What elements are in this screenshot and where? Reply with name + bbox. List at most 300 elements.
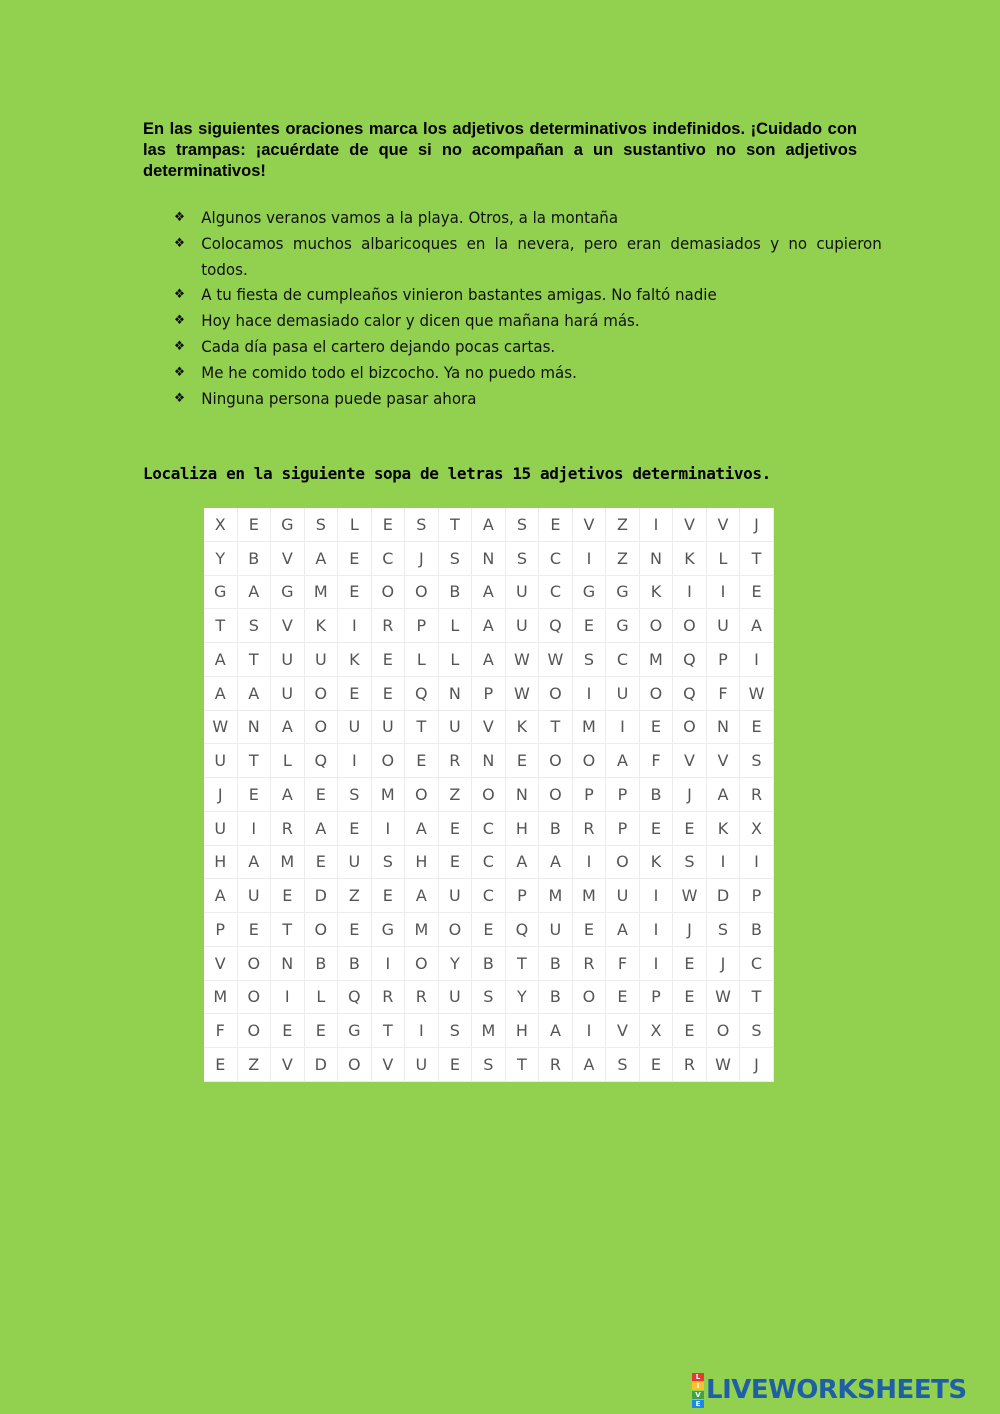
grid-letter[interactable]: P <box>707 643 741 677</box>
grid-letter[interactable]: T <box>740 542 774 576</box>
grid-letter[interactable]: S <box>606 1048 640 1082</box>
grid-letter[interactable]: O <box>539 778 573 812</box>
grid-letter[interactable]: P <box>573 778 607 812</box>
grid-letter[interactable]: E <box>238 778 272 812</box>
grid-letter[interactable]: A <box>238 576 272 610</box>
grid-letter[interactable]: V <box>673 508 707 542</box>
grid-letter[interactable]: V <box>707 744 741 778</box>
grid-letter[interactable]: S <box>472 1048 506 1082</box>
grid-letter[interactable]: A <box>740 609 774 643</box>
grid-letter[interactable]: K <box>640 846 674 880</box>
grid-letter[interactable]: D <box>707 879 741 913</box>
grid-letter[interactable]: B <box>238 542 272 576</box>
grid-letter[interactable]: Z <box>238 1048 272 1082</box>
grid-letter[interactable]: V <box>271 542 305 576</box>
grid-letter[interactable]: E <box>673 1014 707 1048</box>
grid-letter[interactable]: T <box>204 609 238 643</box>
grid-letter[interactable]: A <box>539 1014 573 1048</box>
grid-letter[interactable]: M <box>640 643 674 677</box>
grid-letter[interactable]: O <box>439 913 473 947</box>
grid-letter[interactable]: U <box>439 711 473 745</box>
grid-letter[interactable]: T <box>740 981 774 1015</box>
grid-letter[interactable]: M <box>271 846 305 880</box>
grid-letter[interactable]: C <box>539 542 573 576</box>
grid-letter[interactable]: C <box>472 879 506 913</box>
grid-letter[interactable]: U <box>204 812 238 846</box>
grid-letter[interactable]: U <box>439 981 473 1015</box>
grid-letter[interactable]: A <box>707 778 741 812</box>
sentence-item[interactable] <box>174 386 882 412</box>
grid-letter[interactable]: R <box>539 1048 573 1082</box>
grid-letter[interactable]: A <box>539 846 573 880</box>
grid-letter[interactable]: A <box>271 778 305 812</box>
grid-letter[interactable]: H <box>204 846 238 880</box>
grid-letter[interactable]: K <box>673 542 707 576</box>
grid-letter[interactable]: S <box>472 981 506 1015</box>
grid-letter[interactable]: A <box>472 609 506 643</box>
grid-letter[interactable]: Q <box>405 677 439 711</box>
grid-letter[interactable]: G <box>372 913 406 947</box>
grid-letter[interactable]: I <box>271 981 305 1015</box>
grid-letter[interactable]: E <box>673 812 707 846</box>
grid-letter[interactable]: E <box>606 981 640 1015</box>
grid-letter[interactable]: K <box>506 711 540 745</box>
liveworksheets-logo <box>692 1374 967 1406</box>
grid-letter[interactable]: C <box>472 812 506 846</box>
grid-letter[interactable]: S <box>740 1014 774 1048</box>
grid-letter[interactable]: A <box>472 576 506 610</box>
grid-letter[interactable]: A <box>606 913 640 947</box>
grid-letter[interactable]: P <box>640 981 674 1015</box>
grid-letter[interactable]: S <box>238 609 272 643</box>
grid-letter[interactable]: J <box>740 1048 774 1082</box>
grid-letter[interactable]: E <box>338 576 372 610</box>
grid-letter[interactable]: O <box>405 576 439 610</box>
grid-letter[interactable]: T <box>506 947 540 981</box>
grid-letter[interactable]: V <box>573 508 607 542</box>
grid-letter[interactable]: A <box>204 879 238 913</box>
grid-letter[interactable]: B <box>338 947 372 981</box>
grid-letter[interactable]: O <box>606 846 640 880</box>
grid-letter[interactable]: Z <box>606 508 640 542</box>
grid-letter[interactable]: E <box>372 643 406 677</box>
grid-letter[interactable]: N <box>707 711 741 745</box>
grid-letter[interactable]: U <box>271 677 305 711</box>
grid-letter[interactable]: L <box>405 643 439 677</box>
grid-letter[interactable]: G <box>573 576 607 610</box>
grid-letter[interactable]: I <box>573 542 607 576</box>
grid-letter[interactable]: B <box>740 913 774 947</box>
sentence-item[interactable] <box>174 334 882 360</box>
grid-letter[interactable]: I <box>640 508 674 542</box>
grid-letter[interactable]: U <box>707 609 741 643</box>
grid-letter[interactable]: I <box>640 947 674 981</box>
grid-letter[interactable]: M <box>472 1014 506 1048</box>
grid-letter[interactable]: E <box>338 677 372 711</box>
grid-letter[interactable]: I <box>740 643 774 677</box>
grid-letter[interactable]: I <box>338 744 372 778</box>
grid-letter[interactable]: O <box>573 981 607 1015</box>
grid-letter[interactable]: Q <box>539 609 573 643</box>
diamond-bullet-icon: ❖ <box>174 287 185 303</box>
grid-letter[interactable]: T <box>238 643 272 677</box>
grid-letter[interactable]: I <box>372 947 406 981</box>
sentence-item[interactable] <box>174 360 882 386</box>
grid-letter[interactable]: S <box>405 508 439 542</box>
grid-letter[interactable]: J <box>740 508 774 542</box>
grid-letter[interactable]: N <box>640 542 674 576</box>
grid-letter[interactable]: A <box>506 846 540 880</box>
grid-letter[interactable]: L <box>305 981 339 1015</box>
grid-letter[interactable]: W <box>506 677 540 711</box>
grid-letter[interactable]: A <box>573 1048 607 1082</box>
grid-letter[interactable]: E <box>539 508 573 542</box>
grid-letter[interactable]: Q <box>305 744 339 778</box>
grid-letter[interactable]: O <box>472 778 506 812</box>
grid-letter[interactable]: O <box>305 913 339 947</box>
grid-letter[interactable]: X <box>640 1014 674 1048</box>
sentence-text: Algunos veranos vamos a la playa. Otros, a la montaña <box>201 208 619 227</box>
sentence-text: Hoy hace demasiado calor y dicen que mañana hará más. <box>201 311 640 331</box>
grid-letter[interactable]: G <box>204 576 238 610</box>
grid-letter[interactable]: F <box>204 1014 238 1048</box>
sentence-item[interactable] <box>174 205 882 231</box>
grid-letter[interactable]: I <box>338 609 372 643</box>
grid-letter[interactable]: K <box>305 609 339 643</box>
grid-letter[interactable]: T <box>539 711 573 745</box>
grid-letter[interactable]: E <box>204 1048 238 1082</box>
grid-letter[interactable]: E <box>640 1048 674 1082</box>
grid-letter[interactable]: W <box>673 879 707 913</box>
grid-letter[interactable]: B <box>539 947 573 981</box>
grid-letter[interactable]: H <box>506 812 540 846</box>
grid-letter[interactable]: D <box>305 879 339 913</box>
grid-letter[interactable]: E <box>640 812 674 846</box>
grid-letter[interactable]: T <box>271 913 305 947</box>
grid-letter[interactable]: V <box>472 711 506 745</box>
grid-letter[interactable]: E <box>305 1014 339 1048</box>
grid-letter[interactable]: F <box>640 744 674 778</box>
grid-letter[interactable]: I <box>707 846 741 880</box>
grid-letter[interactable]: Q <box>506 913 540 947</box>
grid-letter[interactable]: S <box>707 913 741 947</box>
grid-letter[interactable]: W <box>707 981 741 1015</box>
grid-letter[interactable]: E <box>405 744 439 778</box>
grid-letter[interactable]: Q <box>673 643 707 677</box>
grid-letter[interactable]: U <box>204 744 238 778</box>
grid-letter[interactable]: U <box>338 711 372 745</box>
grid-letter[interactable]: M <box>539 879 573 913</box>
grid-letter[interactable]: I <box>640 913 674 947</box>
grid-letter[interactable]: E <box>573 609 607 643</box>
grid-letter[interactable]: L <box>439 609 473 643</box>
grid-letter[interactable]: I <box>673 576 707 610</box>
grid-letter[interactable]: Z <box>606 542 640 576</box>
grid-letter[interactable]: U <box>506 576 540 610</box>
grid-letter[interactable]: B <box>305 947 339 981</box>
grid-letter[interactable]: D <box>305 1048 339 1082</box>
grid-letter[interactable]: C <box>740 947 774 981</box>
grid-letter[interactable]: N <box>439 677 473 711</box>
grid-letter[interactable]: B <box>472 947 506 981</box>
grid-letter[interactable]: O <box>673 711 707 745</box>
grid-letter[interactable]: O <box>372 576 406 610</box>
grid-letter[interactable]: O <box>573 744 607 778</box>
grid-letter[interactable]: T <box>506 1048 540 1082</box>
grid-letter[interactable]: A <box>606 744 640 778</box>
grid-letter[interactable]: S <box>506 508 540 542</box>
grid-letter[interactable]: S <box>338 778 372 812</box>
sentence-item[interactable] <box>174 231 882 283</box>
grid-letter[interactable]: O <box>372 744 406 778</box>
grid-letter[interactable]: E <box>271 1014 305 1048</box>
grid-letter[interactable]: V <box>606 1014 640 1048</box>
grid-letter[interactable]: R <box>573 947 607 981</box>
grid-letter[interactable]: E <box>439 846 473 880</box>
grid-letter[interactable]: V <box>372 1048 406 1082</box>
grid-letter[interactable]: R <box>673 1048 707 1082</box>
grid-letter[interactable]: E <box>372 879 406 913</box>
grid-letter[interactable]: M <box>372 778 406 812</box>
sentence-item[interactable] <box>174 308 882 334</box>
grid-letter[interactable]: J <box>707 947 741 981</box>
grid-letter[interactable]: T <box>238 744 272 778</box>
grid-letter[interactable]: I <box>573 846 607 880</box>
grid-letter[interactable]: J <box>204 778 238 812</box>
grid-letter[interactable]: W <box>740 677 774 711</box>
grid-letter[interactable]: W <box>204 711 238 745</box>
grid-letter[interactable]: S <box>439 1014 473 1048</box>
grid-letter[interactable]: A <box>204 643 238 677</box>
grid-letter[interactable]: T <box>439 508 473 542</box>
grid-letter[interactable]: O <box>338 1048 372 1082</box>
grid-letter[interactable]: A <box>405 812 439 846</box>
grid-letter[interactable]: O <box>238 981 272 1015</box>
grid-letter[interactable]: R <box>439 744 473 778</box>
grid-letter[interactable]: P <box>405 609 439 643</box>
grid-letter[interactable]: A <box>472 643 506 677</box>
grid-letter[interactable]: I <box>740 846 774 880</box>
grid-letter[interactable]: T <box>405 711 439 745</box>
grid-letter[interactable]: U <box>271 643 305 677</box>
grid-letter[interactable]: U <box>305 643 339 677</box>
grid-letter[interactable]: I <box>405 1014 439 1048</box>
grid-letter[interactable]: U <box>539 913 573 947</box>
grid-letter[interactable]: T <box>372 1014 406 1048</box>
grid-letter[interactable]: M <box>405 913 439 947</box>
grid-letter[interactable]: P <box>506 879 540 913</box>
grid-letter[interactable]: E <box>271 879 305 913</box>
grid-letter[interactable]: L <box>271 744 305 778</box>
grid-letter[interactable]: E <box>472 913 506 947</box>
grid-letter[interactable]: X <box>740 812 774 846</box>
grid-letter[interactable]: S <box>305 508 339 542</box>
grid-letter[interactable]: I <box>573 1014 607 1048</box>
grid-letter[interactable]: A <box>271 711 305 745</box>
grid-letter[interactable]: J <box>405 542 439 576</box>
grid-letter[interactable]: N <box>238 711 272 745</box>
grid-letter[interactable]: O <box>673 609 707 643</box>
grid-letter[interactable]: U <box>506 609 540 643</box>
grid-letter[interactable]: U <box>338 846 372 880</box>
grid-letter[interactable]: G <box>271 508 305 542</box>
grid-letter[interactable]: O <box>305 677 339 711</box>
grid-letter[interactable]: U <box>238 879 272 913</box>
grid-letter[interactable]: S <box>372 846 406 880</box>
grid-letter[interactable]: P <box>472 677 506 711</box>
grid-letter[interactable]: Y <box>204 542 238 576</box>
grid-letter[interactable]: K <box>640 576 674 610</box>
grid-letter[interactable]: A <box>472 508 506 542</box>
grid-letter[interactable]: E <box>338 812 372 846</box>
grid-letter[interactable]: C <box>539 576 573 610</box>
grid-letter[interactable]: O <box>539 744 573 778</box>
grid-letter[interactable]: C <box>606 643 640 677</box>
grid-letter[interactable]: B <box>539 812 573 846</box>
grid-letter[interactable]: E <box>305 846 339 880</box>
grid-letter[interactable]: S <box>506 542 540 576</box>
grid-letter[interactable]: A <box>305 812 339 846</box>
grid-letter[interactable]: E <box>740 711 774 745</box>
grid-letter[interactable]: P <box>606 812 640 846</box>
grid-letter[interactable]: S <box>573 643 607 677</box>
grid-letter[interactable]: H <box>405 846 439 880</box>
grid-letter[interactable]: Y <box>439 947 473 981</box>
grid-letter[interactable]: U <box>372 711 406 745</box>
grid-letter[interactable]: F <box>707 677 741 711</box>
grid-letter[interactable]: S <box>673 846 707 880</box>
grid-letter[interactable]: G <box>338 1014 372 1048</box>
grid-letter[interactable]: I <box>606 711 640 745</box>
grid-letter[interactable]: H <box>506 1014 540 1048</box>
grid-letter[interactable]: R <box>740 778 774 812</box>
grid-letter[interactable]: U <box>606 879 640 913</box>
grid-letter[interactable]: B <box>539 981 573 1015</box>
grid-letter[interactable]: X <box>204 508 238 542</box>
grid-letter[interactable]: A <box>305 542 339 576</box>
grid-letter[interactable]: G <box>606 609 640 643</box>
grid-letter[interactable]: N <box>506 778 540 812</box>
grid-letter[interactable]: U <box>405 1048 439 1082</box>
grid-letter[interactable]: A <box>405 879 439 913</box>
grid-letter[interactable]: R <box>372 609 406 643</box>
grid-letter[interactable]: I <box>640 879 674 913</box>
grid-letter[interactable]: E <box>740 576 774 610</box>
grid-letter[interactable]: E <box>640 711 674 745</box>
grid-letter[interactable]: E <box>338 542 372 576</box>
grid-letter[interactable]: G <box>606 576 640 610</box>
grid-letter[interactable]: E <box>238 508 272 542</box>
grid-letter[interactable]: B <box>640 778 674 812</box>
grid-letter[interactable]: E <box>338 913 372 947</box>
grid-letter[interactable]: E <box>238 913 272 947</box>
grid-letter[interactable]: M <box>573 711 607 745</box>
grid-letter[interactable]: L <box>338 508 372 542</box>
sentence-item[interactable] <box>174 282 882 308</box>
grid-letter[interactable]: M <box>204 981 238 1015</box>
grid-letter[interactable]: O <box>539 677 573 711</box>
grid-letter[interactable]: R <box>271 812 305 846</box>
grid-letter[interactable]: V <box>204 947 238 981</box>
grid-letter[interactable]: V <box>271 1048 305 1082</box>
grid-letter[interactable]: E <box>506 744 540 778</box>
grid-letter[interactable]: R <box>405 981 439 1015</box>
grid-letter[interactable]: P <box>740 879 774 913</box>
grid-letter[interactable]: V <box>673 744 707 778</box>
grid-letter[interactable]: E <box>573 913 607 947</box>
grid-letter[interactable]: Q <box>338 981 372 1015</box>
grid-letter[interactable]: N <box>472 744 506 778</box>
grid-letter[interactable]: I <box>238 812 272 846</box>
grid-letter[interactable]: W <box>539 643 573 677</box>
grid-letter[interactable]: W <box>707 1048 741 1082</box>
grid-letter[interactable]: E <box>439 1048 473 1082</box>
grid-letter[interactable]: R <box>372 981 406 1015</box>
grid-letter[interactable]: Z <box>439 778 473 812</box>
grid-letter[interactable]: A <box>204 677 238 711</box>
grid-letter[interactable]: L <box>707 542 741 576</box>
grid-letter[interactable]: W <box>506 643 540 677</box>
grid-letter[interactable]: Q <box>673 677 707 711</box>
grid-letter[interactable]: Z <box>338 879 372 913</box>
grid-letter[interactable]: O <box>405 778 439 812</box>
grid-letter[interactable]: K <box>338 643 372 677</box>
grid-letter[interactable]: S <box>439 542 473 576</box>
grid-letter[interactable]: Y <box>506 981 540 1015</box>
grid-letter[interactable]: J <box>673 913 707 947</box>
grid-letter[interactable]: P <box>606 778 640 812</box>
grid-letter[interactable]: E <box>673 981 707 1015</box>
grid-letter[interactable]: E <box>372 508 406 542</box>
grid-letter[interactable]: E <box>439 812 473 846</box>
grid-letter[interactable]: I <box>372 812 406 846</box>
grid-letter[interactable]: U <box>439 879 473 913</box>
grid-letter[interactable]: C <box>472 846 506 880</box>
grid-letter[interactable]: I <box>707 576 741 610</box>
grid-letter[interactable]: I <box>573 677 607 711</box>
grid-letter[interactable]: U <box>606 677 640 711</box>
grid-letter[interactable]: O <box>238 1014 272 1048</box>
grid-letter[interactable]: O <box>238 947 272 981</box>
grid-letter[interactable]: J <box>673 778 707 812</box>
grid-letter[interactable]: E <box>305 778 339 812</box>
grid-letter[interactable]: O <box>640 609 674 643</box>
grid-letter[interactable]: L <box>439 643 473 677</box>
grid-letter[interactable]: N <box>472 542 506 576</box>
grid-letter[interactable]: K <box>707 812 741 846</box>
grid-letter[interactable]: S <box>740 744 774 778</box>
grid-letter[interactable]: V <box>271 609 305 643</box>
grid-letter[interactable]: O <box>405 947 439 981</box>
grid-letter[interactable]: P <box>204 913 238 947</box>
grid-letter[interactable]: C <box>372 542 406 576</box>
grid-letter[interactable]: O <box>707 1014 741 1048</box>
grid-letter[interactable]: M <box>573 879 607 913</box>
grid-letter[interactable]: V <box>707 508 741 542</box>
grid-letter[interactable]: E <box>673 947 707 981</box>
grid-letter[interactable]: O <box>305 711 339 745</box>
grid-letter[interactable]: E <box>372 677 406 711</box>
grid-letter[interactable]: F <box>606 947 640 981</box>
grid-letter[interactable]: A <box>238 677 272 711</box>
grid-letter[interactable]: N <box>271 947 305 981</box>
grid-letter[interactable]: A <box>238 846 272 880</box>
grid-letter[interactable]: O <box>640 677 674 711</box>
grid-letter[interactable]: G <box>271 576 305 610</box>
grid-letter[interactable]: R <box>573 812 607 846</box>
grid-letter[interactable]: B <box>439 576 473 610</box>
grid-letter[interactable]: M <box>305 576 339 610</box>
